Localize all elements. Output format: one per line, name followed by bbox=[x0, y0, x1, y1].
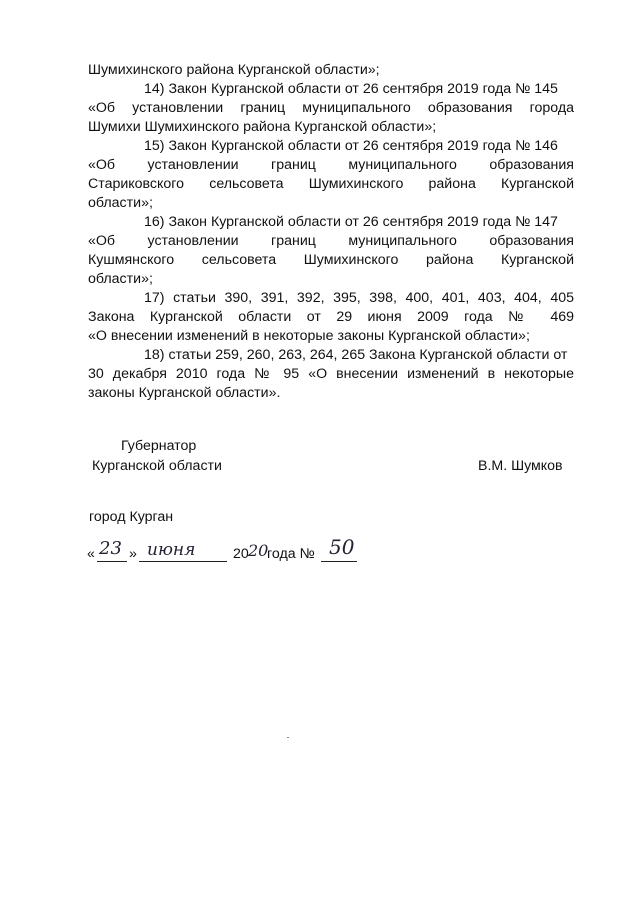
date-number-handwritten: 50 bbox=[329, 535, 355, 559]
text-line: Стариковского сельсовета Шумихинского района Курганской bbox=[88, 176, 574, 192]
text-line: Кушмянского сельсовета Шумихинского района Курганской bbox=[88, 252, 574, 268]
text-line: Закона Курганской области от 29 июня 2009 года № 469 bbox=[88, 309, 574, 325]
city-label: город Курган bbox=[89, 509, 174, 525]
law-list-text bbox=[88, 61, 574, 403]
date-month-underline bbox=[139, 561, 227, 562]
date-year-word: года № bbox=[267, 546, 315, 562]
text-line: 18) статьи 259, 260, 263, 264, 265 Закона Курганской области от bbox=[144, 347, 568, 363]
text-line: законы Курганской области». bbox=[88, 385, 281, 401]
date-open-quote: « bbox=[87, 546, 95, 562]
governor-region: Курганской области bbox=[92, 458, 222, 474]
governor-title: Губернатор bbox=[121, 438, 197, 454]
text-line: «О внесении изменений в некоторые законы Курганской области»; bbox=[88, 328, 530, 344]
text-line: 15) Закон Курганской области от 26 сентября 2019 года № 146 bbox=[144, 138, 558, 154]
text-line: 14) Закон Курганской области от 26 сентября 2019 года № 145 bbox=[144, 81, 558, 97]
text-line: «Об установлении границ муниципального образования bbox=[88, 157, 574, 173]
date-close-quote: » bbox=[129, 546, 137, 562]
date-day-underline bbox=[97, 561, 127, 562]
text-line: 17) статьи 390, 391, 392, 395, 398, 400, 401, 403, 404, 405 bbox=[144, 290, 574, 306]
text-line: области»; bbox=[88, 271, 153, 287]
date-year-handwritten: 20 bbox=[248, 541, 269, 560]
date-number-underline bbox=[321, 561, 357, 562]
date-month-handwritten: июня bbox=[147, 540, 196, 560]
text-line: «Об установлении границ муниципального образования города bbox=[88, 100, 574, 116]
text-line: Шумихи Шумихинского района Курганской области»; bbox=[88, 119, 437, 135]
text-line: 16) Закон Курганской области от 26 сентября 2019 года № 147 bbox=[144, 214, 558, 230]
text-line: области»; bbox=[88, 195, 153, 211]
date-day-handwritten: 23 bbox=[99, 538, 122, 559]
date-year-prefix: 20 bbox=[233, 546, 249, 562]
text-line: 30 декабря 2010 года № 95 «О внесении изменений в некоторые bbox=[88, 366, 574, 382]
text-line: «Об установлении границ муниципального образования bbox=[88, 233, 574, 249]
governor-name: В.М. Шумков bbox=[478, 458, 563, 474]
text-line: Шумихинского района Курганской области»; bbox=[88, 62, 380, 78]
scan-dot bbox=[287, 737, 289, 738]
